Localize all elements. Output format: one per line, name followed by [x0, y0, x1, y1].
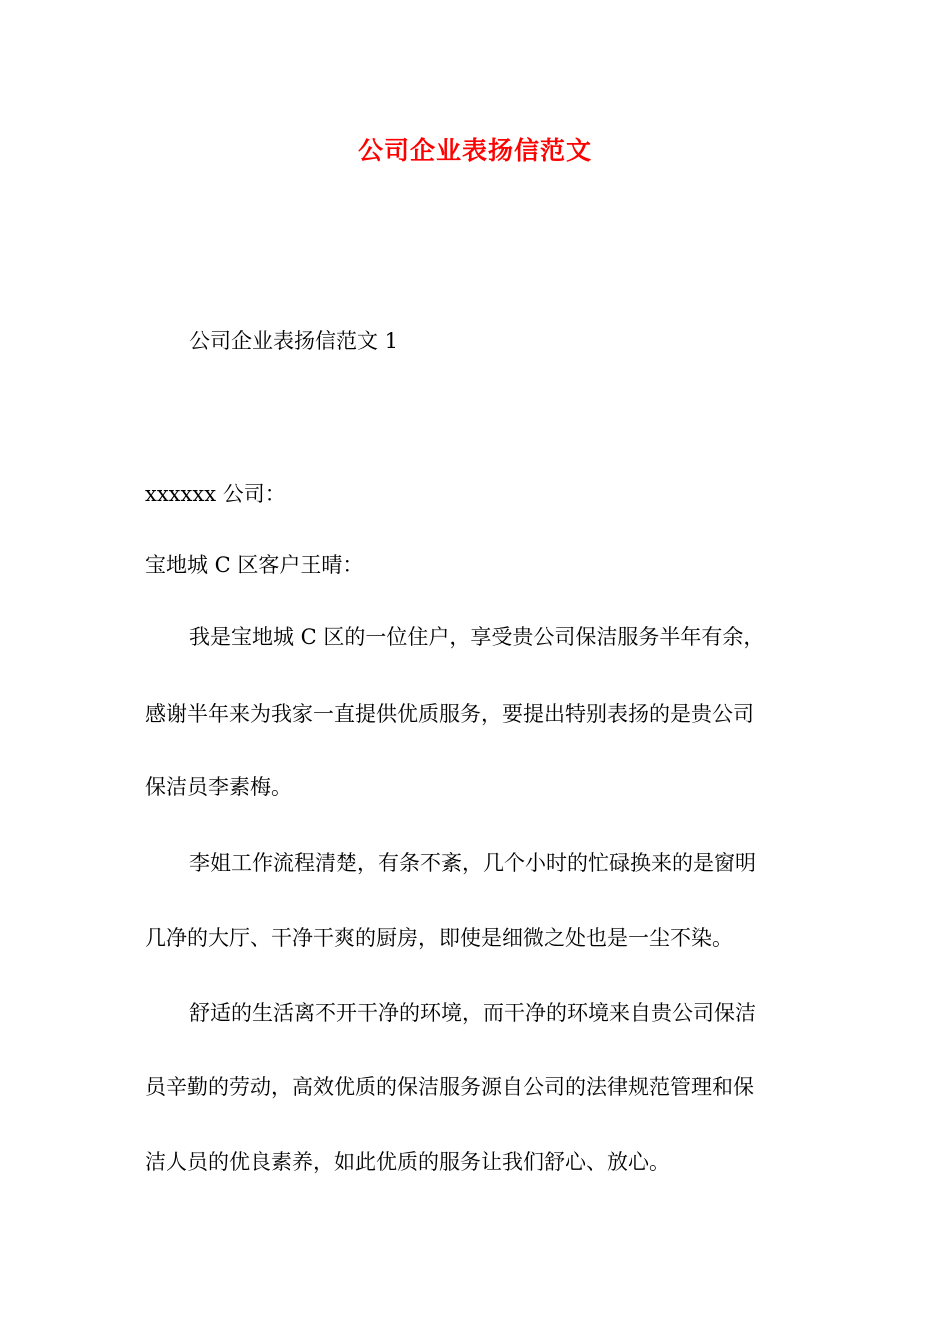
salutation: xxxxxx 公司：	[145, 482, 286, 506]
body-line: 洁人员的优良素养，如此优质的服务让我们舒心、放心。	[145, 1150, 670, 1174]
body-line: 舒适的生活离不开干净的环境，而干净的环境来自贵公司保洁	[189, 1001, 756, 1025]
section-heading: 公司企业表扬信范文 1	[189, 329, 399, 353]
body-line: 几净的大厅、干净干爽的厨房，即使是细微之处也是一尘不染。	[145, 926, 733, 950]
document-title: 公司企业表扬信范文	[357, 136, 592, 165]
body-line: 李姐工作流程清楚，有条不紊，几个小时的忙碌换来的是窗明	[189, 851, 756, 875]
body-line: 我是宝地城 C 区的一位住户，享受贵公司保洁服务半年有余，	[189, 625, 765, 649]
body-line: 感谢半年来为我家一直提供优质服务，要提出特别表扬的是贵公司	[145, 702, 754, 726]
body-line: 员辛勤的劳动，高效优质的保洁服务源自公司的法律规范管理和保	[145, 1075, 754, 1099]
sender-line: 宝地城 C 区客户王晴：	[145, 553, 364, 577]
body-line: 保洁员李素梅。	[145, 775, 292, 799]
